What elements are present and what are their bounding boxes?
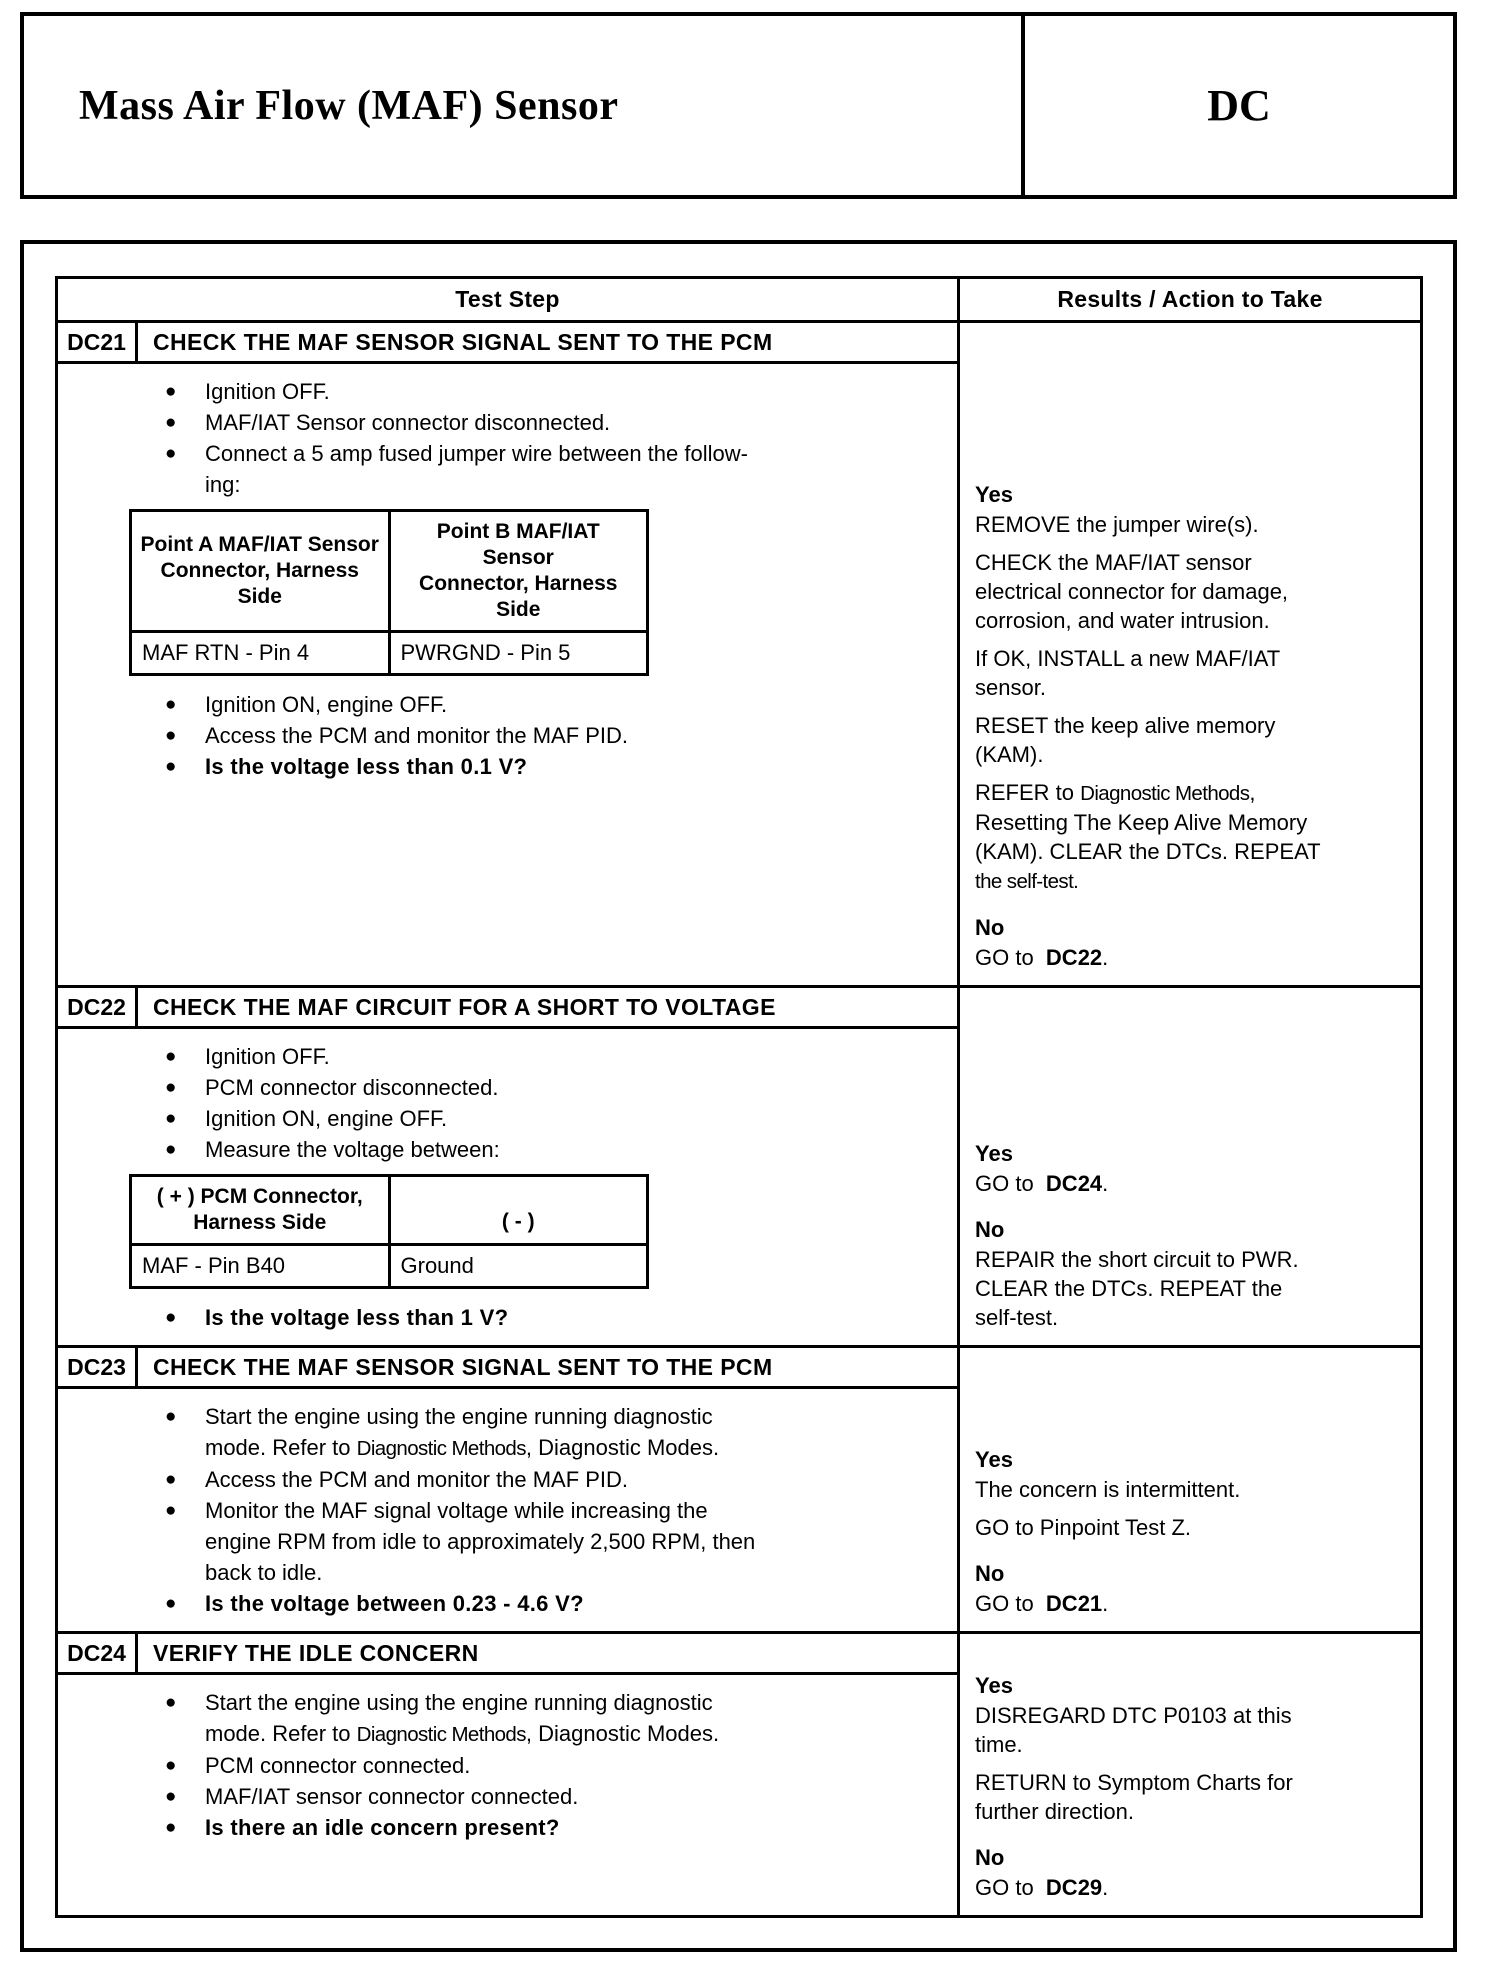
bullet-text: PCM connector connected. [205, 1753, 471, 1778]
result-label: Yes [975, 1447, 1013, 1472]
bullet-text: Connect a 5 amp fused jumper wire between the follow- ing: [205, 441, 748, 497]
pin-table [129, 509, 649, 676]
steps-container [58, 323, 1420, 1915]
page-header-code-cell [1025, 16, 1453, 195]
bullet-icon: ● [165, 756, 177, 777]
result-paragraph: CHECK the MAF/IAT sensor electrical connector for damage, corrosion, and water intrusion. [975, 550, 1289, 633]
result-label: No [975, 915, 1005, 940]
bullet-item [131, 376, 933, 407]
step-id-dc21: DC21 [58, 323, 138, 361]
bullet-icon: ● [165, 1077, 177, 1098]
step-row-dc24 [58, 1631, 1420, 1915]
bullet-text: Measure the voltage between: [205, 1137, 500, 1162]
pin-table-header: Point B MAF/IAT Sensor Connector, Harness Side [389, 511, 648, 632]
bullet-text: Is the voltage less than 0.1 V? [205, 754, 528, 779]
bullet-icon: ● [165, 1108, 177, 1129]
results-cell-dc24 [960, 1634, 1420, 1915]
bullet-item [131, 1041, 933, 1072]
result-paragraph: GO to DC24. [975, 1171, 1109, 1196]
bullet-item [131, 720, 933, 751]
diagnostic-table [55, 276, 1423, 1918]
bullet-icon: ● [165, 443, 177, 464]
bullet-text: Ignition ON, engine OFF. [205, 692, 448, 717]
bullet-icon: ● [165, 1692, 177, 1713]
result-paragraph: REFER to Diagnostic Methods, Resetting The Keep Alive Memory (KAM). CLEAR the DTCs. REPEAT the self-test. [975, 780, 1321, 893]
step-row-dc21 [58, 323, 1420, 985]
bullet-item [131, 1687, 933, 1750]
pin-table-header-row [131, 1176, 648, 1245]
step-content-dc24 [58, 1675, 957, 1915]
step-title-row-dc24 [58, 1634, 957, 1675]
result-label: Yes [975, 1141, 1013, 1166]
section-code: DC [1207, 81, 1271, 130]
bullet-icon: ● [165, 1406, 177, 1427]
result-paragraph: REMOVE the jumper wire(s). [975, 512, 1259, 537]
bullet-item [131, 1812, 933, 1843]
bullet-item [131, 407, 933, 438]
results-cell-dc22 [960, 988, 1420, 1345]
bullet-icon: ● [165, 694, 177, 715]
bullet-icon: ● [165, 1593, 177, 1614]
pin-table-cell: Ground [389, 1245, 648, 1288]
bullet-text: Access the PCM and monitor the MAF PID. [205, 723, 629, 748]
result-paragraph: GO to DC29. [975, 1875, 1109, 1900]
step-title-row-dc23 [58, 1348, 957, 1389]
step-id-dc22: DC22 [58, 988, 138, 1026]
bullet-item [131, 1103, 933, 1134]
pin-table-cell: MAF RTN - Pin 4 [131, 632, 390, 675]
bullet-text: Ignition OFF. [205, 1044, 330, 1069]
step-id-dc23: DC23 [58, 1348, 138, 1386]
result-label: No [975, 1561, 1005, 1586]
step-title-dc21: CHECK THE MAF SENSOR SIGNAL SENT TO THE PCM [153, 328, 773, 355]
step-content-dc23 [58, 1389, 957, 1631]
bullet-text: Is the voltage between 0.23 - 4.6 V? [205, 1591, 584, 1616]
result-label: Yes [975, 1673, 1013, 1698]
step-title-row-dc22 [58, 988, 957, 1029]
pin-table-header-row [131, 511, 648, 632]
step-title-dc24: VERIFY THE IDLE CONCERN [153, 1639, 479, 1666]
pin-table-row [131, 1245, 648, 1288]
test-step-cell-dc23 [58, 1348, 960, 1631]
bullet-item [131, 1302, 933, 1333]
bullet-text: Ignition OFF. [205, 379, 330, 404]
bullet-text: Start the engine using the engine running diagnostic mode. Refer to Diagnostic Methods, Diagnostic Modes. [205, 1404, 720, 1460]
result-paragraph: GO to Pinpoint Test Z. [975, 1515, 1192, 1540]
column-header-test-step: Test Step [58, 279, 960, 320]
test-step-cell-dc21 [58, 323, 960, 985]
bullet-text: Monitor the MAF signal voltage while increasing the engine RPM from idle to approximately 2,500 RPM, then back to idle. [205, 1498, 756, 1585]
pin-table-header: Point A MAF/IAT Sensor Connector, Harness Side [131, 511, 390, 632]
result-label: No [975, 1217, 1005, 1242]
bullet-item [131, 689, 933, 720]
pin-table-cell: MAF - Pin B40 [131, 1245, 390, 1288]
result-paragraph: RESET the keep alive memory (KAM). [975, 713, 1276, 767]
pin-table [129, 1174, 649, 1289]
bullet-item [131, 1401, 933, 1464]
step-content-dc21 [58, 364, 957, 985]
step-id-dc24: DC24 [58, 1634, 138, 1672]
pin-table-header: ( + ) PCM Connector, Harness Side [131, 1176, 390, 1245]
step-title-row-dc21 [58, 323, 957, 364]
bullet-text: PCM connector disconnected. [205, 1075, 499, 1100]
bullet-item [131, 1495, 933, 1588]
page-title: Mass Air Flow (MAF) Sensor [79, 82, 619, 129]
bullet-icon: ● [165, 1755, 177, 1776]
bullet-item [131, 1134, 933, 1165]
result-paragraph: GO to DC21. [975, 1591, 1109, 1616]
table-header-row [58, 279, 1420, 323]
pin-table-row [131, 632, 648, 675]
bullet-text: Access the PCM and monitor the MAF PID. [205, 1467, 629, 1492]
bullet-item [131, 1750, 933, 1781]
step-row-dc23 [58, 1345, 1420, 1631]
bullet-text: Is the voltage less than 1 V? [205, 1305, 509, 1330]
page-header [20, 12, 1457, 199]
bullet-item [131, 1464, 933, 1495]
pin-table-header: ( - ) [389, 1176, 648, 1245]
result-paragraph: DISREGARD DTC P0103 at this time. [975, 1703, 1292, 1757]
bullet-item [131, 1588, 933, 1619]
result-paragraph: The concern is intermittent. [975, 1477, 1241, 1502]
bullet-item [131, 751, 933, 782]
result-label: No [975, 1845, 1005, 1870]
result-label: Yes [975, 482, 1013, 507]
bullet-text: MAF/IAT Sensor connector disconnected. [205, 410, 611, 435]
bullet-text: Is there an idle concern present? [205, 1815, 560, 1840]
bullet-text: Ignition ON, engine OFF. [205, 1106, 448, 1131]
bullet-icon: ● [165, 1139, 177, 1160]
result-paragraph: RETURN to Symptom Charts for further direction. [975, 1770, 1293, 1824]
bullet-item [131, 438, 933, 500]
bullet-item [131, 1781, 933, 1812]
step-title-dc22: CHECK THE MAF CIRCUIT FOR A SHORT TO VOLTAGE [153, 993, 776, 1020]
bullet-icon: ● [165, 725, 177, 746]
bullet-icon: ● [165, 1307, 177, 1328]
bullet-icon: ● [165, 1817, 177, 1838]
test-step-cell-dc22 [58, 988, 960, 1345]
bullet-icon: ● [165, 412, 177, 433]
result-paragraph: If OK, INSTALL a new MAF/IAT sensor. [975, 646, 1281, 700]
bullet-text: Start the engine using the engine running diagnostic mode. Refer to Diagnostic Methods, Diagnostic Modes. [205, 1690, 720, 1746]
bullet-icon: ● [165, 1046, 177, 1067]
page-header-title-cell [24, 16, 1025, 195]
bullet-icon: ● [165, 1786, 177, 1807]
step-title-dc23: CHECK THE MAF SENSOR SIGNAL SENT TO THE PCM [153, 1353, 773, 1380]
step-content-dc22 [58, 1029, 957, 1345]
bullet-icon: ● [165, 381, 177, 402]
column-header-results: Results / Action to Take [1057, 286, 1323, 312]
result-paragraph: REPAIR the short circuit to PWR. CLEAR the DTCs. REPEAT the self-test. [975, 1247, 1299, 1330]
pin-table-cell: PWRGND - Pin 5 [389, 632, 648, 675]
bullet-icon: ● [165, 1500, 177, 1521]
bullet-item [131, 1072, 933, 1103]
bullet-text: MAF/IAT sensor connector connected. [205, 1784, 579, 1809]
bullet-icon: ● [165, 1469, 177, 1490]
result-paragraph: GO to DC22. [975, 945, 1109, 970]
test-step-cell-dc24 [58, 1634, 960, 1915]
step-row-dc22 [58, 985, 1420, 1345]
results-cell-dc23 [960, 1348, 1420, 1631]
results-cell-dc21 [960, 323, 1420, 985]
